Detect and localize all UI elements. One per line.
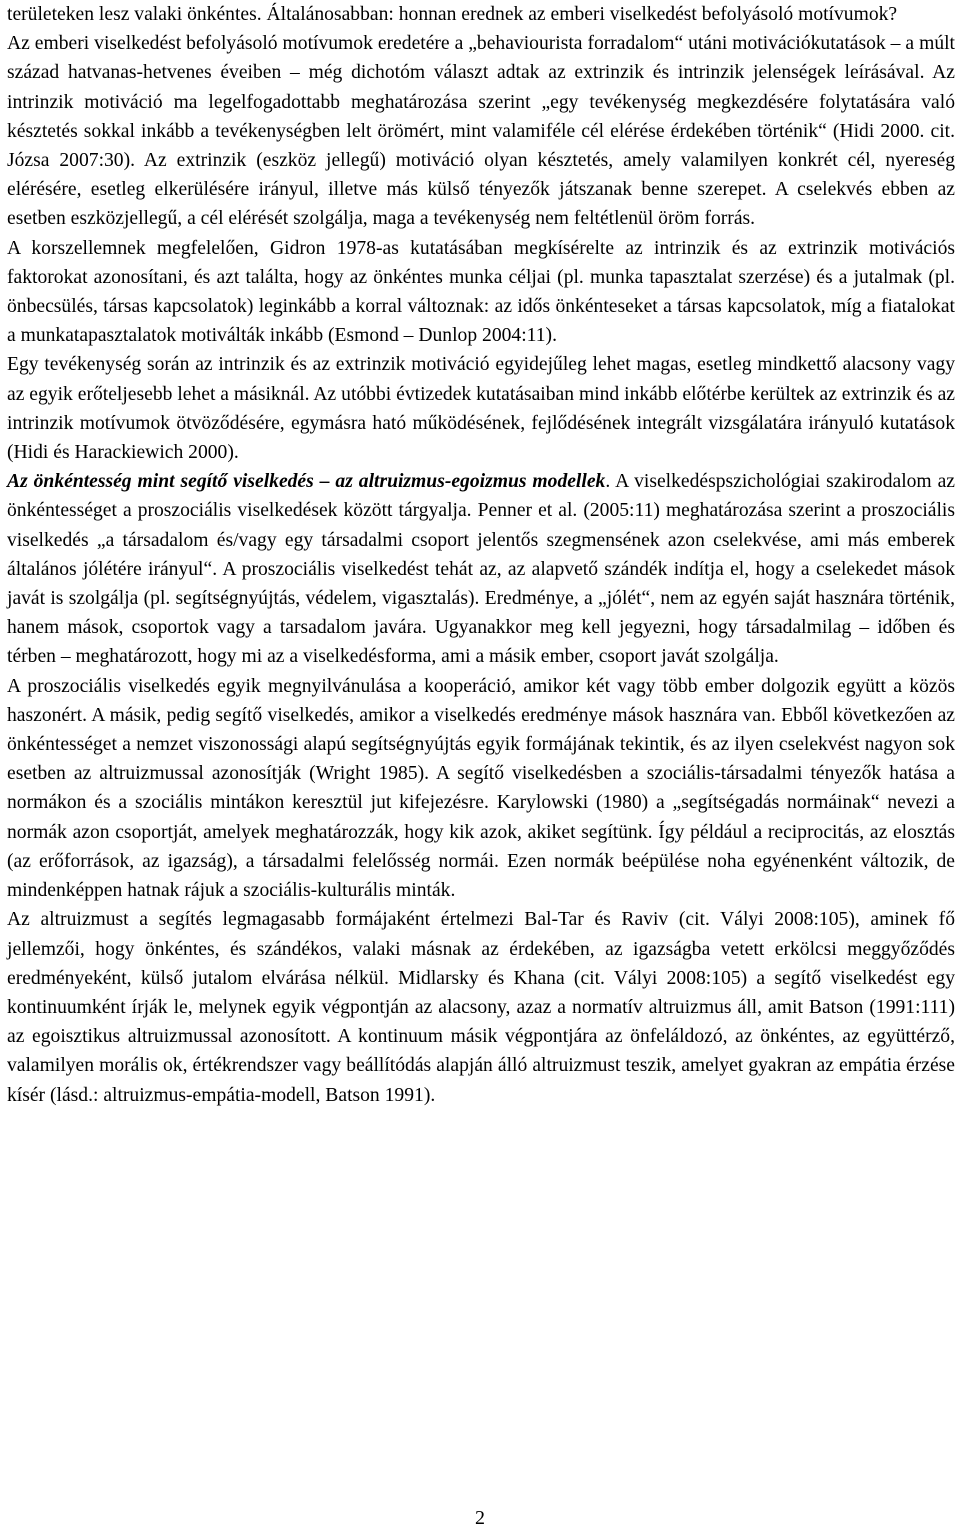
paragraph-1: területeken lesz valaki önkéntes. Általánosabban: honnan erednek az emberi viselkedést befolyásoló motívumok?	[7, 4, 898, 25]
paragraph-4: Egy tevékenység során az intrinzik és az extrinzik motiváció egyidejűleg lehet magas, esetleg mindkettő alacsony vagy az egyik erőteljesebb lehet a másiknál. Az utóbbi évtizedek kutatásaiban mind inkább előtérbe kerültek az extrinzik és az intrinzik motívumok ötvöződésére, egymásra ható működésének, fejlődésének integrált vizsgálatára irányuló kutatások (Hidi és Harackiewich 2000).	[7, 354, 955, 464]
paragraph-7: Az altruizmust a segítés legmagasabb formájaként értelmezi Bal-Tar és Raviv (cit. Vályi 2008:105), aminek fő jellemzői, hogy önkéntes, és szándékos, valaki másnak az érdekében, az igazságba vetett erkölcsi meggyőződés eredményeként, külső jutalom elvárása nélkül. Midlarsky és Khana (cit. Vályi 2008:105) a segítő viselkedést egy kontinuumként írják le, melynek egyik végpontján az alacsony, azaz a normatív altruizmus áll, amit Batson (1991:111) az egoisztikus altruizmussal azonosított. A kontinuum másik végpontjára az önfeláldozó, az önkéntes, az együttérző, valamilyen morális ok, értékrendszer vagy beállítódás alapján álló altruizmust teszik, amelyet gyakran az empátia érzése kísér (lásd.: altruizmus-empátia-modell, Batson 1991).	[7, 909, 955, 1106]
page-number: 2	[475, 1507, 485, 1529]
paragraph-3: A korszellemnek megfelelően, Gidron 1978-as kutatásában megkísérelte az intrinzik és az extrinzik motivációs faktorokat azonosítani, és azt találta, hogy az önkéntes munka céljai (pl. munka tapasztalat szerzése) és a jutalmak (pl. önbecsülés, társas kapcsolatok) leginkább a korral változnak: az idős önkénteseket a társas kapcsolatok, míg a fiatalokat a munkatapasztalatok motiválták inkább (Esmond – Dunlop 2004:11).	[7, 237, 955, 347]
paragraph-5-body: . A viselkedéspszichológiai szakirodalom az önkéntességet a proszociális viselkedések között tárgyalja. Penner et al. (2005:11) meghatározása szerint a proszociális viselkedés „a társadalom és/vagy egy társadalmi csoport jelentős szegmensének azon cselekvése, ami más emberek általános jólétére irányul“. A proszociális viselkedést tehát az, az alapvető szándék indítja el, hogy a cselekedet mások javát is szolgálja (pl. segítségnyújtás, védelem, vigasztalás). Eredménye, a „jólét“, nem az egyén saját hasznára történik, hanem mások, csoportok vagy a tarsadalom javára. Ugyanakkor meg kell jegyezni, hogy társadalmilag – időben és térben – meghatározott, hogy mi az a viselkedésforma, ami a másik ember, csoport javát szolgálja.	[7, 471, 956, 668]
section-heading: Az önkéntesség mint segítő viselkedés – az altruizmus-egoizmus modellek	[7, 471, 606, 493]
paragraph-5	[7, 467, 955, 671]
document-page	[7, 0, 955, 1110]
paragraph-6: A proszociális viselkedés egyik megnyilvánulása a kooperáció, amikor két vagy több ember dolgozik együtt a közös haszonért. A másik, pedig segítő viselkedés, amikor a viselkedés eredménye mások hasznára van. Ebből következően az önkéntességet a nemzet viszonossági alapú segítségnyújtás egyik formájának tekintik, és az ilyen cselekvést nagyon sok esetben az altruizmussal azonosítják (Wright 1985). A segítő viselkedésben a szociális-társadalmi tényezők hatása a normákon és a szociális mintákon keresztül jut kifejezésre. Karylowski (1980) a „segítségadás normáinak“ nevezi a normák azon csoportját, amelyek meghatározzák, hogy kik azok, akiket segítünk. Így például a reciprocitás, az elosztás (az erőforrások, az igazság), a társadalmi felelősség normái. Ezen normák beépülése noha egyénenként változik, de mindenképpen hatnak rájuk a szociális-kulturális minták.	[7, 675, 955, 902]
paragraph-2: Az emberi viselkedést befolyásoló motívumok eredetére a „behaviourista forradalom“ utáni motivációkutatások – a múlt század hatvanas-hetvenes éveiben – még dichotóm választ adtak az extrinzik és intrinzik jelenségek leírásával. Az intrinzik motiváció ma legelfogadottabb meghatározása szerint „egy tevékenység megkezdésére folytatására való késztetés sokkal inkább a tevékenységben lelt örömért, mint valamiféle cél elérése érdekében történik“ (Hidi 2000. cit. Józsa 2007:30). Az extrinzik (eszköz jellegű) motiváció olyan késztetés, amely valamilyen konkrét cél, nyereség elérésére, esetleg elkerülésére irányul, illetve más külső tényezők játszanak benne szerepet. A cselekvés ebben az esetben eszközjellegű, a cél elérését szolgálja, maga a tevékenység nem feltétlenül öröm forrás.	[7, 33, 955, 230]
